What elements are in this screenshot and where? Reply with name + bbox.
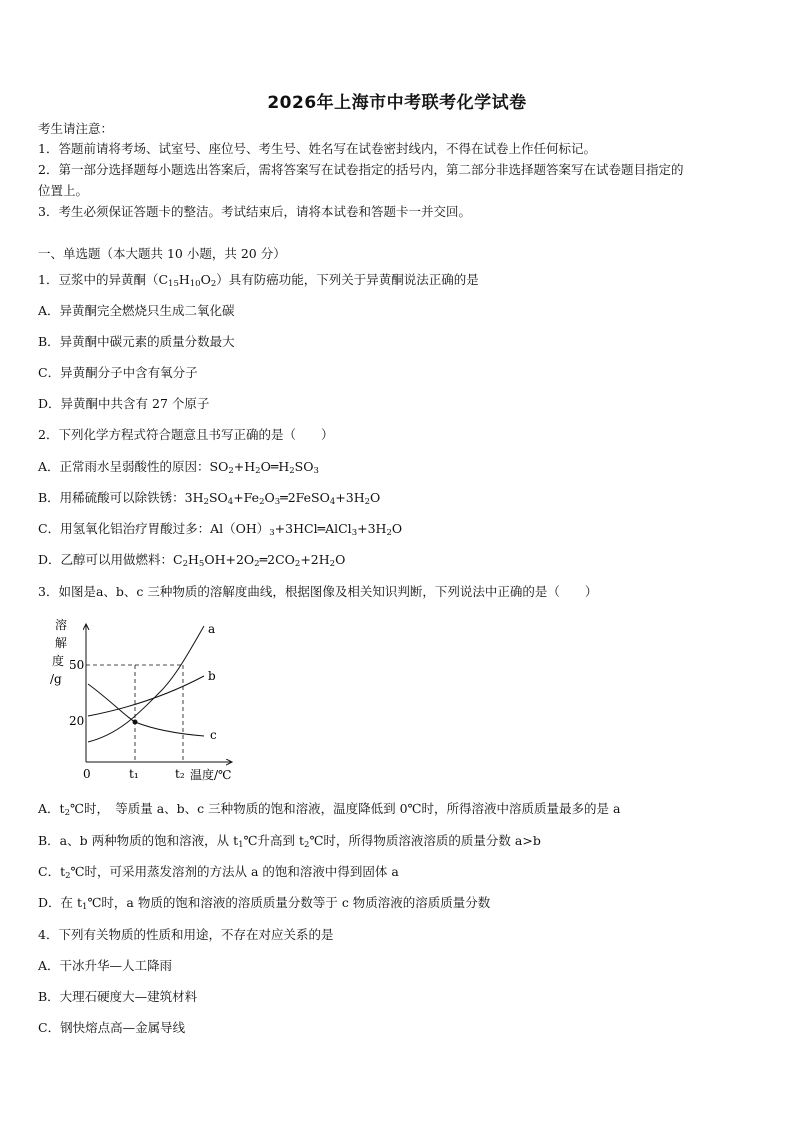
notice-item-2: 2．第一部分选择题每小题选出答案后，需将答案写在试卷指定的括号内，第二部分非选择题答案写在试卷题目指定的 — [38, 162, 684, 177]
q2-option-c: C．用氢氧化铝治疗胃酸过多：$Al(OH)_3+3HCl═AlCl_3+3H_2O$ — [38, 521, 403, 538]
q1-option-b: B．异黄酮中碳元素的质量分数最大 — [38, 334, 235, 349]
q2-stem: 2．下列化学方程式符合题意且书写正确的是（ ） — [38, 427, 334, 442]
q4-stem: 4．下列有关物质的性质和用途，不存在对应关系的是 — [38, 927, 334, 942]
curve-b — [88, 676, 204, 716]
x-tick-t1: t₁ — [129, 767, 139, 781]
q1-stem: 1．豆浆中的异黄酮$(C_{15}H_{10}O_2)$具有防癌功能，下列关于异黄酮说法正确的是 — [38, 272, 479, 289]
y-axis-label-4: /g — [50, 672, 62, 686]
q1-option-d: D．异黄酮中共含有 27 个原子 — [38, 396, 210, 411]
series-label-c: c — [210, 728, 217, 742]
q1-option-a: A．异黄酮完全燃烧只生成二氧化碳 — [38, 303, 235, 318]
series-label-a: a — [208, 622, 216, 636]
notice-item-2-cont: 位置上。 — [38, 183, 89, 198]
q4-option-b: B．大理石硬度大—建筑材料 — [38, 989, 198, 1004]
notice-item-1: 1．答题前请将考场、试室号、座位号、考生号、姓名写在试卷密封线内，不得在试卷上作任何标记。 — [38, 141, 596, 156]
x-axis-label: 温度/℃ — [190, 768, 232, 782]
y-tick-50: 50 — [69, 658, 85, 672]
y-tick-20: 20 — [69, 714, 85, 728]
curve-c — [88, 684, 204, 736]
solubility-curve-chart — [40, 612, 250, 784]
y-axis-label-2: 解 — [55, 636, 68, 650]
q3-stem: 3．如图是a、b、c 三种物质的溶解度曲线，根据图像及相关知识判断，下列说法中正确的是（ ） — [38, 584, 598, 599]
q1-option-c: C．异黄酮分子中含有氧分子 — [38, 365, 198, 380]
curve-a — [88, 626, 204, 742]
series-label-b: b — [208, 669, 216, 683]
q2-option-d: D．乙醇可以用做燃料：$C_2H_5OH+2O_2═2CO_2+2H_2O$ — [38, 552, 346, 569]
q4-option-a: A．干冰升华—人工降雨 — [38, 958, 173, 973]
q2-option-a: A．正常雨水呈弱酸性的原因：$SO_2+H_2O═H_2SO_3$ — [38, 459, 319, 476]
exam-title: 2026年上海市中考联考化学试卷 — [267, 93, 527, 113]
q3-option-c: C．$t_2℃$时，可采用蒸发溶剂的方法从 a 的饱和溶液中得到固体 a — [38, 864, 399, 881]
y-axis-label-3: 度 — [52, 654, 65, 668]
q3-option-d: D．在 $t_1℃$时，a 物质的饱和溶液的溶质质量分数等于 c 物质溶液的溶质质量分数 — [38, 895, 491, 912]
notice-header: 考生请注意： — [38, 121, 114, 136]
q2-option-b: B．用稀硫酸可以除铁锈：$3H_2SO_4+Fe_2O_3═2FeSO_4+3H_2O$ — [38, 490, 381, 507]
section-heading: 一、单选题（本大题共 10 小题，共 20 分） — [38, 246, 286, 261]
q3-option-b: B．a、b 两种物质的饱和溶液，从 $t_1℃$升高到 $t_2℃$时，所得物质溶液溶质的质量分数 a>b — [38, 833, 541, 850]
x-tick-t2: t₂ — [175, 767, 185, 781]
origin-label: 0 — [83, 767, 91, 781]
q4-option-c: C．钢快熔点高—金属导线 — [38, 1020, 186, 1035]
notice-item-3: 3．考生必须保证答题卡的整洁。考试结束后，请将本试卷和答题卡一并交回。 — [38, 204, 471, 219]
y-axis-label-1: 溶 — [55, 618, 68, 632]
intersection-point — [133, 720, 138, 725]
q3-option-a: A．$t_2℃$时， 等质量 a、b、c 三种物质的饱和溶液，温度降低到 0℃时，所得溶液中溶质质量最多的是 a — [38, 801, 621, 818]
